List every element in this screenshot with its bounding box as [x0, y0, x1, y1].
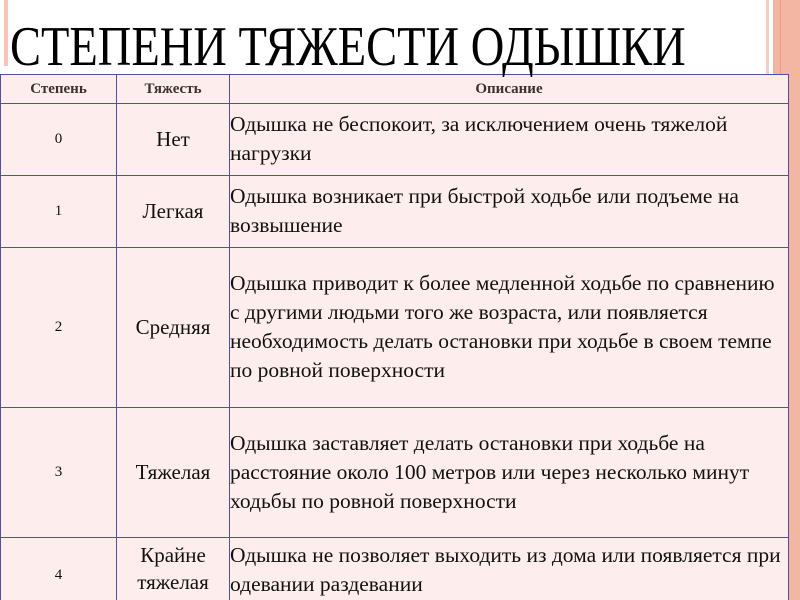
severity-cell: Крайне тяжелая	[117, 538, 230, 600]
description-text: Одышка не позволяет выходить из дома или появляется при одевании раздевании	[230, 543, 781, 596]
description-text: Одышка заставляет делать остановки при ходьбе на расстояние около 100 метров или через несколько минут ходьбы по ровной поверхности	[230, 430, 750, 513]
table-row	[1, 248, 789, 408]
table-row	[1, 538, 789, 600]
severity-cell: Средняя	[117, 248, 230, 408]
severity-cell: Легкая	[117, 176, 230, 248]
description-cell	[230, 248, 789, 408]
table-row	[1, 104, 789, 176]
table-row	[1, 176, 789, 248]
header-severity: Тяжесть	[117, 75, 230, 104]
slide-title: СТЕПЕНИ ТЯЖЕСТИ ОДЫШКИ	[10, 16, 686, 78]
grade-cell: 3	[1, 408, 117, 538]
grade-cell: 4	[1, 538, 117, 600]
table-row	[1, 408, 789, 538]
grade-cell: 0	[1, 104, 117, 176]
description-cell	[230, 538, 789, 600]
dyspnea-severity-table	[0, 74, 789, 600]
description-cell	[230, 104, 789, 176]
grade-cell: 1	[1, 176, 117, 248]
description-text: Одышка не беспокоит, за исключением очень тяжелой нагрузки	[230, 112, 728, 165]
description-cell	[230, 176, 789, 248]
description-text: Одышка возникает при быстрой ходьбе или подъеме на возвышение	[230, 184, 739, 237]
header-grade: Степень	[1, 75, 117, 104]
description-text: Одышка приводит к более медленной ходьбе по сравнению с другими людьми того же возраста, или появляется необходимость делать остановки при ходьбе в своем темпе по ровной поверхности	[230, 271, 775, 382]
left-accent-stripe	[4, 0, 8, 66]
severity-cell: Тяжелая	[117, 408, 230, 538]
header-description: Описание	[230, 75, 789, 104]
grade-cell: 2	[1, 248, 117, 408]
severity-cell: Нет	[117, 104, 230, 176]
description-cell	[230, 408, 789, 538]
